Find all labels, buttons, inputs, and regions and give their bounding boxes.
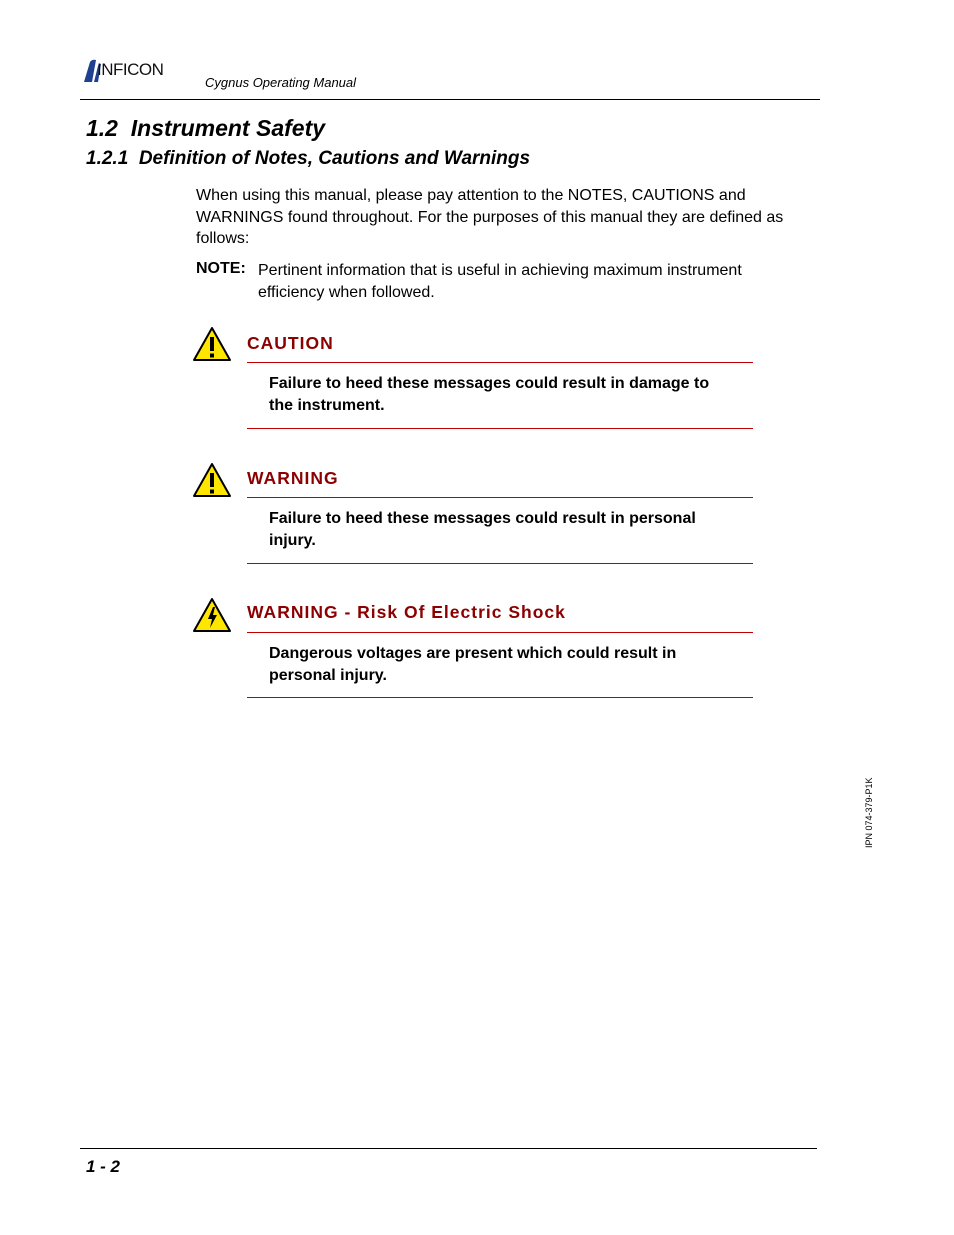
page-number: 1 - 2 (86, 1157, 121, 1176)
note-label: NOTE: (196, 260, 246, 277)
section-title: 1.2 Instrument Safety (86, 115, 326, 141)
lightning-triangle-icon (192, 597, 232, 633)
caution-text: Failure to heed these messages could result in damage to the instrument. (269, 375, 710, 414)
footer-divider (80, 1148, 817, 1149)
warning-top-rule (247, 497, 753, 498)
header-divider (80, 99, 820, 100)
shock-warning-title: WARNING - Risk Of Electric Shock (247, 602, 566, 622)
shock-warning-bottom-rule (247, 697, 753, 698)
shock-warning-text: Dangerous voltages are present which could result in personal injury. (269, 645, 677, 684)
warning-text: Failure to heed these messages could result in personal injury. (269, 510, 696, 549)
caution-top-rule (247, 362, 753, 363)
caution-title: CAUTION (247, 333, 334, 353)
exclamation-triangle-icon (192, 326, 232, 362)
exclamation-triangle-icon (192, 462, 232, 498)
shock-warning-top-rule (247, 632, 753, 633)
warning-title: WARNING (247, 468, 339, 488)
note-text: Pertinent information that is useful in achieving maximum instrument efficiency when followed. (258, 262, 742, 301)
subsection-title: 1.2.1 Definition of Notes, Cautions and Warnings (86, 148, 531, 169)
document-ipn: IPN 074-379-P1K (864, 777, 874, 848)
warning-bottom-rule (247, 563, 753, 564)
intro-paragraph: When using this manual, please pay attention to the NOTES, CAUTIONS and WARNINGS found throughout. For the purposes of this manual they are defined as follows: (196, 187, 784, 247)
brand-name: INFICON (97, 60, 164, 79)
caution-bottom-rule (247, 428, 753, 429)
manual-title: Cygnus Operating Manual (205, 75, 357, 90)
